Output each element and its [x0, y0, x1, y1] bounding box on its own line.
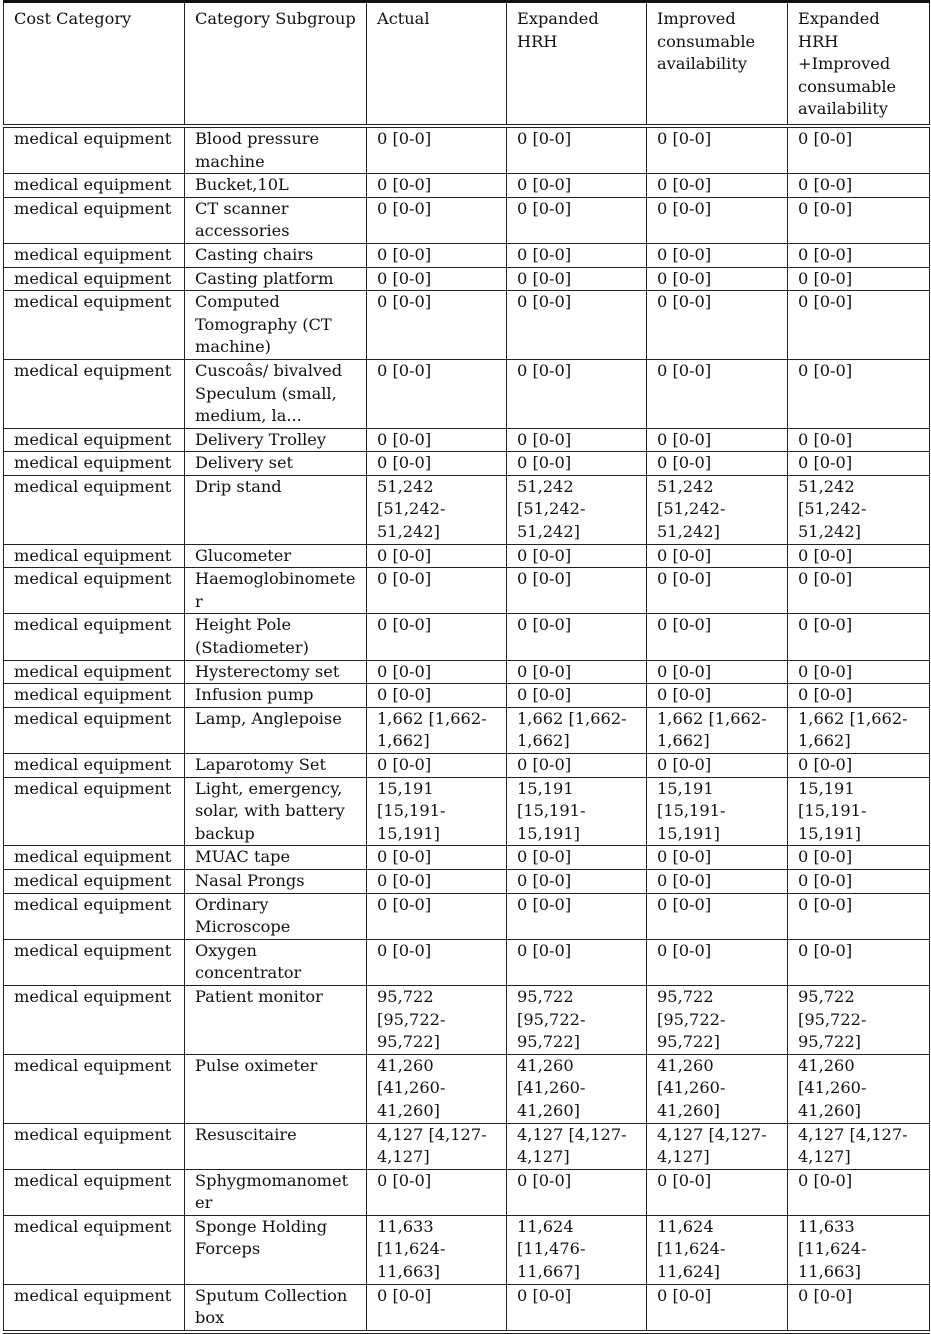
improved-consumable-cell: 0 [0-0]: [647, 197, 788, 243]
improved-consumable-cell: 0 [0-0]: [647, 544, 788, 568]
cost-category-cell: medical equipment: [4, 1169, 185, 1215]
improved-consumable-cell: 0 [0-0]: [647, 660, 788, 684]
actual-cell: 0 [0-0]: [367, 243, 507, 267]
expanded-hrh-improved-consumable-cell: 0 [0-0]: [788, 267, 930, 291]
improved-consumable-cell: 15,191 [15,191-15,191]: [647, 777, 788, 846]
expanded-hrh-improved-consumable-cell: 0 [0-0]: [788, 684, 930, 708]
table-row: [4, 1284, 930, 1332]
expanded-hrh-improved-consumable-cell: 0 [0-0]: [788, 893, 930, 939]
table-row: [4, 893, 930, 939]
expanded-hrh-cell: 0 [0-0]: [507, 1169, 647, 1215]
improved-consumable-cell: 0 [0-0]: [647, 893, 788, 939]
table-row: [4, 660, 930, 684]
actual-cell: 0 [0-0]: [367, 684, 507, 708]
improved-consumable-cell: 0 [0-0]: [647, 614, 788, 660]
actual-cell: 0 [0-0]: [367, 126, 507, 174]
improved-consumable-cell: 0 [0-0]: [647, 126, 788, 174]
improved-consumable-cell: 0 [0-0]: [647, 1169, 788, 1215]
table-row: [4, 939, 930, 985]
category-subgroup-cell: Haemoglobinometer: [185, 568, 367, 614]
improved-consumable-cell: 0 [0-0]: [647, 568, 788, 614]
actual-cell: 0 [0-0]: [367, 939, 507, 985]
cost-category-cell: medical equipment: [4, 684, 185, 708]
expanded-hrh-cell: 1,662 [1,662-1,662]: [507, 707, 647, 753]
actual-cell: 0 [0-0]: [367, 197, 507, 243]
table-row: [4, 846, 930, 870]
expanded-hrh-cell: 0 [0-0]: [507, 660, 647, 684]
expanded-hrh-cell: 0 [0-0]: [507, 568, 647, 614]
improved-consumable-cell: 0 [0-0]: [647, 291, 788, 360]
table-row: [4, 475, 930, 544]
improved-consumable-cell: 0 [0-0]: [647, 359, 788, 428]
expanded-hrh-cell: 0 [0-0]: [507, 939, 647, 985]
table-row: [4, 243, 930, 267]
cost-category-cell: medical equipment: [4, 126, 185, 174]
improved-consumable-cell: 11,624 [11,624-11,624]: [647, 1215, 788, 1284]
actual-cell: 0 [0-0]: [367, 452, 507, 476]
actual-cell: 0 [0-0]: [367, 1169, 507, 1215]
table-row: [4, 1123, 930, 1169]
expanded-hrh-improved-consumable-cell: 0 [0-0]: [788, 1169, 930, 1215]
improved-consumable-cell: 4,127 [4,127-4,127]: [647, 1123, 788, 1169]
category-subgroup-cell: Lamp, Anglepoise: [185, 707, 367, 753]
improved-consumable-cell: 0 [0-0]: [647, 846, 788, 870]
cost-category-cell: medical equipment: [4, 1123, 185, 1169]
table-row: [4, 267, 930, 291]
actual-cell: 0 [0-0]: [367, 568, 507, 614]
improved-consumable-cell: 0 [0-0]: [647, 452, 788, 476]
improved-consumable-cell: 41,260 [41,260-41,260]: [647, 1054, 788, 1123]
expanded-hrh-improved-consumable-cell: 0 [0-0]: [788, 568, 930, 614]
expanded-hrh-improved-consumable-cell: 0 [0-0]: [788, 197, 930, 243]
expanded-hrh-cell: 41,260 [41,260-41,260]: [507, 1054, 647, 1123]
category-subgroup-cell: Ordinary Microscope: [185, 893, 367, 939]
expanded-hrh-improved-consumable-cell: 4,127 [4,127-4,127]: [788, 1123, 930, 1169]
table-row: [4, 174, 930, 198]
expanded-hrh-improved-consumable-cell: 1,662 [1,662-1,662]: [788, 707, 930, 753]
category-subgroup-cell: Sponge Holding Forceps: [185, 1215, 367, 1284]
table-row: [4, 452, 930, 476]
cost-category-cell: medical equipment: [4, 452, 185, 476]
cost-category-cell: medical equipment: [4, 893, 185, 939]
expanded-hrh-cell: 0 [0-0]: [507, 267, 647, 291]
cost-category-cell: medical equipment: [4, 869, 185, 893]
table-row: [4, 1169, 930, 1215]
actual-cell: 0 [0-0]: [367, 846, 507, 870]
category-subgroup-cell: Casting platform: [185, 267, 367, 291]
cost-category-cell: medical equipment: [4, 660, 185, 684]
actual-cell: 15,191 [15,191-15,191]: [367, 777, 507, 846]
category-subgroup-cell: Delivery set: [185, 452, 367, 476]
improved-consumable-cell: 0 [0-0]: [647, 267, 788, 291]
table-row: [4, 614, 930, 660]
actual-cell: 0 [0-0]: [367, 291, 507, 360]
cost-category-cell: medical equipment: [4, 1284, 185, 1332]
expanded-hrh-cell: 0 [0-0]: [507, 126, 647, 174]
header-improved-consumable: Improved consumable availability: [647, 2, 788, 126]
expanded-hrh-improved-consumable-cell: 0 [0-0]: [788, 428, 930, 452]
table-body: [4, 126, 930, 1332]
cost-category-cell: medical equipment: [4, 267, 185, 291]
cost-table: [3, 0, 930, 1334]
table-row: [4, 1054, 930, 1123]
improved-consumable-cell: 1,662 [1,662-1,662]: [647, 707, 788, 753]
actual-cell: 0 [0-0]: [367, 359, 507, 428]
expanded-hrh-cell: 0 [0-0]: [507, 614, 647, 660]
actual-cell: 0 [0-0]: [367, 893, 507, 939]
category-subgroup-cell: Cuscoâs/ bivalved Speculum (small, medium, la...: [185, 359, 367, 428]
actual-cell: 1,662 [1,662-1,662]: [367, 707, 507, 753]
actual-cell: 0 [0-0]: [367, 428, 507, 452]
expanded-hrh-improved-consumable-cell: 0 [0-0]: [788, 452, 930, 476]
header-category-subgroup: Category Subgroup: [185, 2, 367, 126]
category-subgroup-cell: Sputum Collection box: [185, 1284, 367, 1332]
expanded-hrh-cell: 51,242 [51,242-51,242]: [507, 475, 647, 544]
header-cost-category: Cost Category: [4, 2, 185, 126]
cost-category-cell: medical equipment: [4, 707, 185, 753]
expanded-hrh-improved-consumable-cell: 41,260 [41,260-41,260]: [788, 1054, 930, 1123]
expanded-hrh-cell: 0 [0-0]: [507, 846, 647, 870]
expanded-hrh-cell: 11,624 [11,476-11,667]: [507, 1215, 647, 1284]
improved-consumable-cell: 0 [0-0]: [647, 428, 788, 452]
expanded-hrh-improved-consumable-cell: 0 [0-0]: [788, 939, 930, 985]
expanded-hrh-cell: 0 [0-0]: [507, 684, 647, 708]
actual-cell: 0 [0-0]: [367, 869, 507, 893]
cost-category-cell: medical equipment: [4, 428, 185, 452]
cost-category-cell: medical equipment: [4, 197, 185, 243]
table-row: [4, 684, 930, 708]
expanded-hrh-improved-consumable-cell: 0 [0-0]: [788, 660, 930, 684]
cost-category-cell: medical equipment: [4, 754, 185, 778]
improved-consumable-cell: 0 [0-0]: [647, 754, 788, 778]
expanded-hrh-improved-consumable-cell: 0 [0-0]: [788, 869, 930, 893]
category-subgroup-cell: Casting chairs: [185, 243, 367, 267]
category-subgroup-cell: Bucket,10L: [185, 174, 367, 198]
table-row: [4, 754, 930, 778]
expanded-hrh-improved-consumable-cell: 0 [0-0]: [788, 291, 930, 360]
expanded-hrh-cell: 0 [0-0]: [507, 452, 647, 476]
table-row: [4, 291, 930, 360]
category-subgroup-cell: Glucometer: [185, 544, 367, 568]
table-row: [4, 428, 930, 452]
expanded-hrh-improved-consumable-cell: 0 [0-0]: [788, 754, 930, 778]
improved-consumable-cell: 0 [0-0]: [647, 684, 788, 708]
cost-category-cell: medical equipment: [4, 174, 185, 198]
actual-cell: 0 [0-0]: [367, 754, 507, 778]
expanded-hrh-cell: 0 [0-0]: [507, 174, 647, 198]
expanded-hrh-cell: 0 [0-0]: [507, 869, 647, 893]
improved-consumable-cell: 0 [0-0]: [647, 1284, 788, 1332]
table-row: [4, 197, 930, 243]
cost-category-cell: medical equipment: [4, 1054, 185, 1123]
category-subgroup-cell: Hysterectomy set: [185, 660, 367, 684]
actual-cell: 11,633 [11,624-11,663]: [367, 1215, 507, 1284]
actual-cell: 0 [0-0]: [367, 660, 507, 684]
category-subgroup-cell: Height Pole (Stadiometer): [185, 614, 367, 660]
expanded-hrh-improved-consumable-cell: 15,191 [15,191-15,191]: [788, 777, 930, 846]
expanded-hrh-improved-consumable-cell: 11,633 [11,624-11,663]: [788, 1215, 930, 1284]
table-header: [4, 2, 930, 126]
expanded-hrh-improved-consumable-cell: 95,722 [95,722-95,722]: [788, 985, 930, 1054]
cost-category-cell: medical equipment: [4, 544, 185, 568]
table-row: [4, 359, 930, 428]
expanded-hrh-cell: 4,127 [4,127-4,127]: [507, 1123, 647, 1169]
table-row: [4, 544, 930, 568]
category-subgroup-cell: Blood pressure machine: [185, 126, 367, 174]
cost-category-cell: medical equipment: [4, 985, 185, 1054]
actual-cell: 0 [0-0]: [367, 1284, 507, 1332]
improved-consumable-cell: 0 [0-0]: [647, 174, 788, 198]
expanded-hrh-cell: 95,722 [95,722-95,722]: [507, 985, 647, 1054]
improved-consumable-cell: 95,722 [95,722-95,722]: [647, 985, 788, 1054]
actual-cell: 0 [0-0]: [367, 544, 507, 568]
actual-cell: 41,260 [41,260-41,260]: [367, 1054, 507, 1123]
table-row: [4, 869, 930, 893]
table-row: [4, 985, 930, 1054]
actual-cell: 0 [0-0]: [367, 267, 507, 291]
category-subgroup-cell: Resuscitaire: [185, 1123, 367, 1169]
expanded-hrh-cell: 0 [0-0]: [507, 197, 647, 243]
category-subgroup-cell: Drip stand: [185, 475, 367, 544]
category-subgroup-cell: Laparotomy Set: [185, 754, 367, 778]
cost-category-cell: medical equipment: [4, 243, 185, 267]
improved-consumable-cell: 0 [0-0]: [647, 869, 788, 893]
header-actual: Actual: [367, 2, 507, 126]
expanded-hrh-improved-consumable-cell: 0 [0-0]: [788, 846, 930, 870]
improved-consumable-cell: 0 [0-0]: [647, 939, 788, 985]
expanded-hrh-cell: 0 [0-0]: [507, 291, 647, 360]
header-expanded-hrh: Expanded HRH: [507, 2, 647, 126]
actual-cell: 51,242 [51,242-51,242]: [367, 475, 507, 544]
table-row: [4, 777, 930, 846]
category-subgroup-cell: Sphygmomanometer: [185, 1169, 367, 1215]
improved-consumable-cell: 51,242 [51,242-51,242]: [647, 475, 788, 544]
category-subgroup-cell: Delivery Trolley: [185, 428, 367, 452]
cost-category-cell: medical equipment: [4, 939, 185, 985]
cost-category-cell: medical equipment: [4, 614, 185, 660]
cost-category-cell: medical equipment: [4, 846, 185, 870]
expanded-hrh-cell: 0 [0-0]: [507, 754, 647, 778]
header-expanded-hrh-improved-consumable: Expanded HRH +Improved consumable availability: [788, 2, 930, 126]
cost-category-cell: medical equipment: [4, 568, 185, 614]
table-row: [4, 568, 930, 614]
actual-cell: 0 [0-0]: [367, 614, 507, 660]
expanded-hrh-cell: 0 [0-0]: [507, 893, 647, 939]
cost-category-cell: medical equipment: [4, 475, 185, 544]
cost-category-cell: medical equipment: [4, 777, 185, 846]
expanded-hrh-improved-consumable-cell: 0 [0-0]: [788, 614, 930, 660]
expanded-hrh-cell: 0 [0-0]: [507, 428, 647, 452]
cost-category-cell: medical equipment: [4, 1215, 185, 1284]
expanded-hrh-improved-consumable-cell: 51,242 [51,242-51,242]: [788, 475, 930, 544]
expanded-hrh-cell: 15,191 [15,191-15,191]: [507, 777, 647, 846]
category-subgroup-cell: Infusion pump: [185, 684, 367, 708]
expanded-hrh-cell: 0 [0-0]: [507, 243, 647, 267]
expanded-hrh-cell: 0 [0-0]: [507, 359, 647, 428]
table-row: [4, 126, 930, 174]
category-subgroup-cell: Nasal Prongs: [185, 869, 367, 893]
improved-consumable-cell: 0 [0-0]: [647, 243, 788, 267]
header-row: [4, 2, 930, 126]
actual-cell: 0 [0-0]: [367, 174, 507, 198]
category-subgroup-cell: MUAC tape: [185, 846, 367, 870]
cost-category-cell: medical equipment: [4, 291, 185, 360]
category-subgroup-cell: CT scanner accessories: [185, 197, 367, 243]
category-subgroup-cell: Computed Tomography (CT machine): [185, 291, 367, 360]
expanded-hrh-cell: 0 [0-0]: [507, 1284, 647, 1332]
category-subgroup-cell: Patient monitor: [185, 985, 367, 1054]
category-subgroup-cell: Oxygen concentrator: [185, 939, 367, 985]
expanded-hrh-improved-consumable-cell: 0 [0-0]: [788, 544, 930, 568]
expanded-hrh-cell: 0 [0-0]: [507, 544, 647, 568]
cost-category-cell: medical equipment: [4, 359, 185, 428]
table-row: [4, 707, 930, 753]
category-subgroup-cell: Light, emergency, solar, with battery backup: [185, 777, 367, 846]
category-subgroup-cell: Pulse oximeter: [185, 1054, 367, 1123]
expanded-hrh-improved-consumable-cell: 0 [0-0]: [788, 174, 930, 198]
expanded-hrh-improved-consumable-cell: 0 [0-0]: [788, 126, 930, 174]
actual-cell: 95,722 [95,722-95,722]: [367, 985, 507, 1054]
expanded-hrh-improved-consumable-cell: 0 [0-0]: [788, 359, 930, 428]
expanded-hrh-improved-consumable-cell: 0 [0-0]: [788, 1284, 930, 1332]
table-row: [4, 1215, 930, 1284]
actual-cell: 4,127 [4,127-4,127]: [367, 1123, 507, 1169]
expanded-hrh-improved-consumable-cell: 0 [0-0]: [788, 243, 930, 267]
